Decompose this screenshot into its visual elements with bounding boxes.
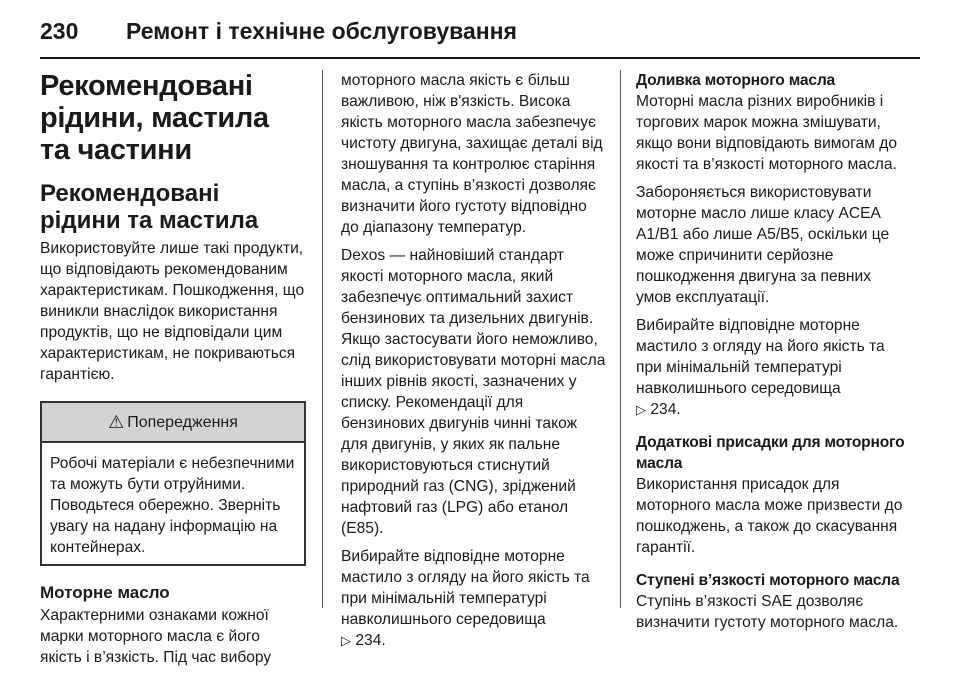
viscosity-paragraph: Ступінь в’язкості SAE дозволяє визначити густоту моторного масла. xyxy=(636,593,899,631)
column-divider xyxy=(620,70,621,608)
forbid-paragraph: Забороняється використовувати моторне масло лише класу ACEA A1/B1 або лише A5/B5, оскільки це може спричинити серйозне пошкодження двигуна за певних умов експлуатації. xyxy=(636,184,890,306)
chapter-title: Ремонт і технічне обслуговування xyxy=(126,17,517,44)
viscosity-title: Ступені в’язкості моторного масла xyxy=(636,572,900,589)
warning-box xyxy=(40,401,306,566)
topup-title: Доливка моторного масла xyxy=(636,72,836,89)
column-3 xyxy=(636,70,906,640)
reference-arrow-icon: ▷ xyxy=(636,402,646,417)
reference-page: 234. xyxy=(355,632,386,649)
page-number: 230 xyxy=(40,17,79,44)
warning-text: Робочі матеріали є небезпечними та можуть бути отруйними. Поводьтеся обережно. Зверніть увагу на надану інформацію на контейнерах. xyxy=(50,455,295,556)
intro-paragraph: Використовуйте лише такі продукти, що відповідають рекомендованим характеристикам. Пошкодження, що виникли внаслідок використання продуктів, що не відповідали цим характеристикам, не покриваються гарантією. xyxy=(40,240,305,383)
reference-page-2: 234. xyxy=(650,401,681,418)
section-title: Рекомендовані рідини, мастила та частини xyxy=(40,70,269,166)
choose-oil-paragraph-2 xyxy=(636,315,906,420)
column-2 xyxy=(341,70,607,658)
subsection-title: Рекомендовані рідини та мастила xyxy=(40,180,259,234)
page-reference[interactable] xyxy=(341,632,386,649)
engine-oil-paragraph: Характерними ознаками кожної марки моторного масла є його якість і в’язкість. Під час вибору xyxy=(40,607,272,666)
dexos-paragraph: Dexos — найновіший стандарт якості моторного масла, який забезпечує оптимальний захист бензинових та дизельних двигунів. Якщо застосувати його неможливо, слід використовувати моторні масла інших рівнів якості, зазначених у списку. Рекомендації для бензинових двигунів чинні також для двигунів, у яких як пальне використовуються стиснутий природний газ (CNG), зріджений нафтовий газ (LPG) або етанол (E85). xyxy=(341,247,606,537)
additives-paragraph: Використання присадок для моторного масла може призвести до пошкоджень, а також до скасування гарантії. xyxy=(636,476,903,556)
header-rule xyxy=(40,57,920,59)
page-header xyxy=(40,14,517,48)
choose-oil-text-2: Вибирайте відповідне моторне мастило з огляду на його якість та при мінімальній температурі навколишнього середовища xyxy=(636,317,885,397)
page-reference-2[interactable] xyxy=(636,401,681,418)
warning-title: Попередження xyxy=(127,413,238,431)
engine-oil-title: Моторне масло xyxy=(40,583,170,602)
additives-title: Додаткові присадки для моторного масла xyxy=(636,434,905,472)
column-divider xyxy=(322,70,323,608)
warning-header xyxy=(42,403,304,443)
choose-oil-text: Вибирайте відповідне моторне мастило з огляду на його якість та при мінімальній температурі навколишнього середовища xyxy=(341,548,590,628)
topup-paragraph: Моторні масла різних виробників і торгових марок можна змішувати, якщо вони відповідають вимогам до якості та в’язкості моторного масла. xyxy=(636,93,898,173)
warning-triangle-icon: ⚠ xyxy=(108,411,125,432)
choose-oil-paragraph xyxy=(341,546,607,651)
column-1 xyxy=(40,70,306,675)
reference-arrow-icon: ▷ xyxy=(341,633,351,648)
oil-quality-paragraph: моторного масла якість є більш важливою, ніж в'язкість. Висока якість моторного масла забезпечує чистоту двигуна, захищає деталі від зношування та контролює старіння масла, а ступінь в’язкості дозволяє визначити його густоту відповідно до діапазону температур. xyxy=(341,72,603,236)
